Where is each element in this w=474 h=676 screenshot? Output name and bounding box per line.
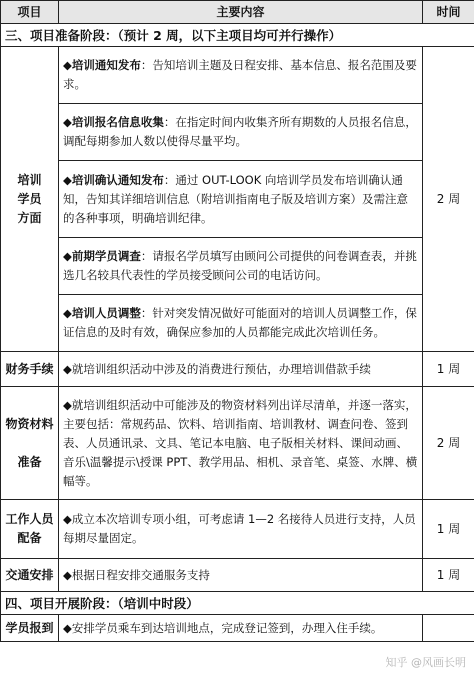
staff-category: 工作人员 配备 xyxy=(1,500,59,559)
training-item-1: ◆培训通知发布：告知培训主题及日程安排、基本信息、报名范围及要求。 xyxy=(59,47,423,104)
materials-category: 物资材料 准备 xyxy=(1,387,59,500)
training-item-3: ◆培训确认通知发布：通过 OUT-LOOK 向培训学员发布培训确认通知，告知其详细培训信息（附培训指南电子版及培训方案）及需注意的各种事项，明确培训纪律。 xyxy=(59,161,423,238)
finance-category: 财务手续 xyxy=(1,352,59,387)
finance-row xyxy=(1,352,474,387)
header-project: 项目 xyxy=(1,1,59,24)
staff-content: ◆成立本次培训专项小组，可考虑请 1—2 名接待人员进行支持，人员每期尽量固定。 xyxy=(59,500,423,559)
watermark: 知乎 @风画长明 xyxy=(385,656,466,669)
finance-time: 1 周 xyxy=(423,352,474,387)
header-time: 时间 xyxy=(423,1,474,24)
header-content: 主要内容 xyxy=(59,1,423,24)
training-row-4 xyxy=(1,238,474,295)
finance-content: ◆就培训组织活动中涉及的消费进行预估，办理培训借款手续 xyxy=(59,352,423,387)
transport-time: 1 周 xyxy=(423,559,474,592)
training-item-2: ◆培训报名信息收集：在指定时间内收集齐所有期数的人员报名信息，调配每期参加人数以使得尽量平均。 xyxy=(59,104,423,161)
transport-row xyxy=(1,559,474,592)
checkin-row xyxy=(1,615,474,642)
training-item-4: ◆前期学员调查：请报名学员填写由顾问公司提供的问卷调查表，并挑选几名较具代表性的学员接受顾问公司的电话访问。 xyxy=(59,238,423,295)
checkin-content: ◆安排学员乘车到达培训地点，完成登记签到，办理入住手续。 xyxy=(59,615,423,642)
section-4-title: 四、项目开展阶段：（培训中时段） xyxy=(1,592,474,615)
training-row-5 xyxy=(1,295,474,352)
training-item-5: ◆培训人员调整：针对突发情况做好可能面对的培训人员调整工作，保证信息的及时有效，确保应参加的人员都能完成此次培训任务。 xyxy=(59,295,423,352)
materials-content: ◆就培训组织活动中可能涉及的物资材料列出详尽清单，并逐一落实，主要包括：常规药品、饮料、培训指南、培训教材、调查问卷、签到表、人员通讯录、文具、笔记本电脑、电子版相关材料、课间动画、音乐\温馨提示\授课 PPT、教学用品、相机、录音笔、桌签、水牌、横幅等。 xyxy=(59,387,423,500)
section-3-row xyxy=(1,24,474,47)
section-3-title: 三、项目准备阶段：（预计 2 周，以下主项目均可并行操作） xyxy=(1,24,474,47)
table-header-row xyxy=(1,1,474,24)
training-row-3 xyxy=(1,161,474,238)
checkin-category: 学员报到 xyxy=(1,615,59,642)
materials-time: 2 周 xyxy=(423,387,474,500)
checkin-time xyxy=(423,615,474,642)
training-row-2 xyxy=(1,104,474,161)
materials-row xyxy=(1,387,474,500)
staff-time: 1 周 xyxy=(423,500,474,559)
training-category: 培训 学员 方面 xyxy=(1,47,59,352)
transport-content: ◆根据日程安排交通服务支持 xyxy=(59,559,423,592)
staff-row xyxy=(1,500,474,559)
training-time: 2 周 xyxy=(423,47,474,352)
transport-category: 交通安排 xyxy=(1,559,59,592)
section-4-row xyxy=(1,592,474,615)
training-row-1 xyxy=(1,47,474,104)
